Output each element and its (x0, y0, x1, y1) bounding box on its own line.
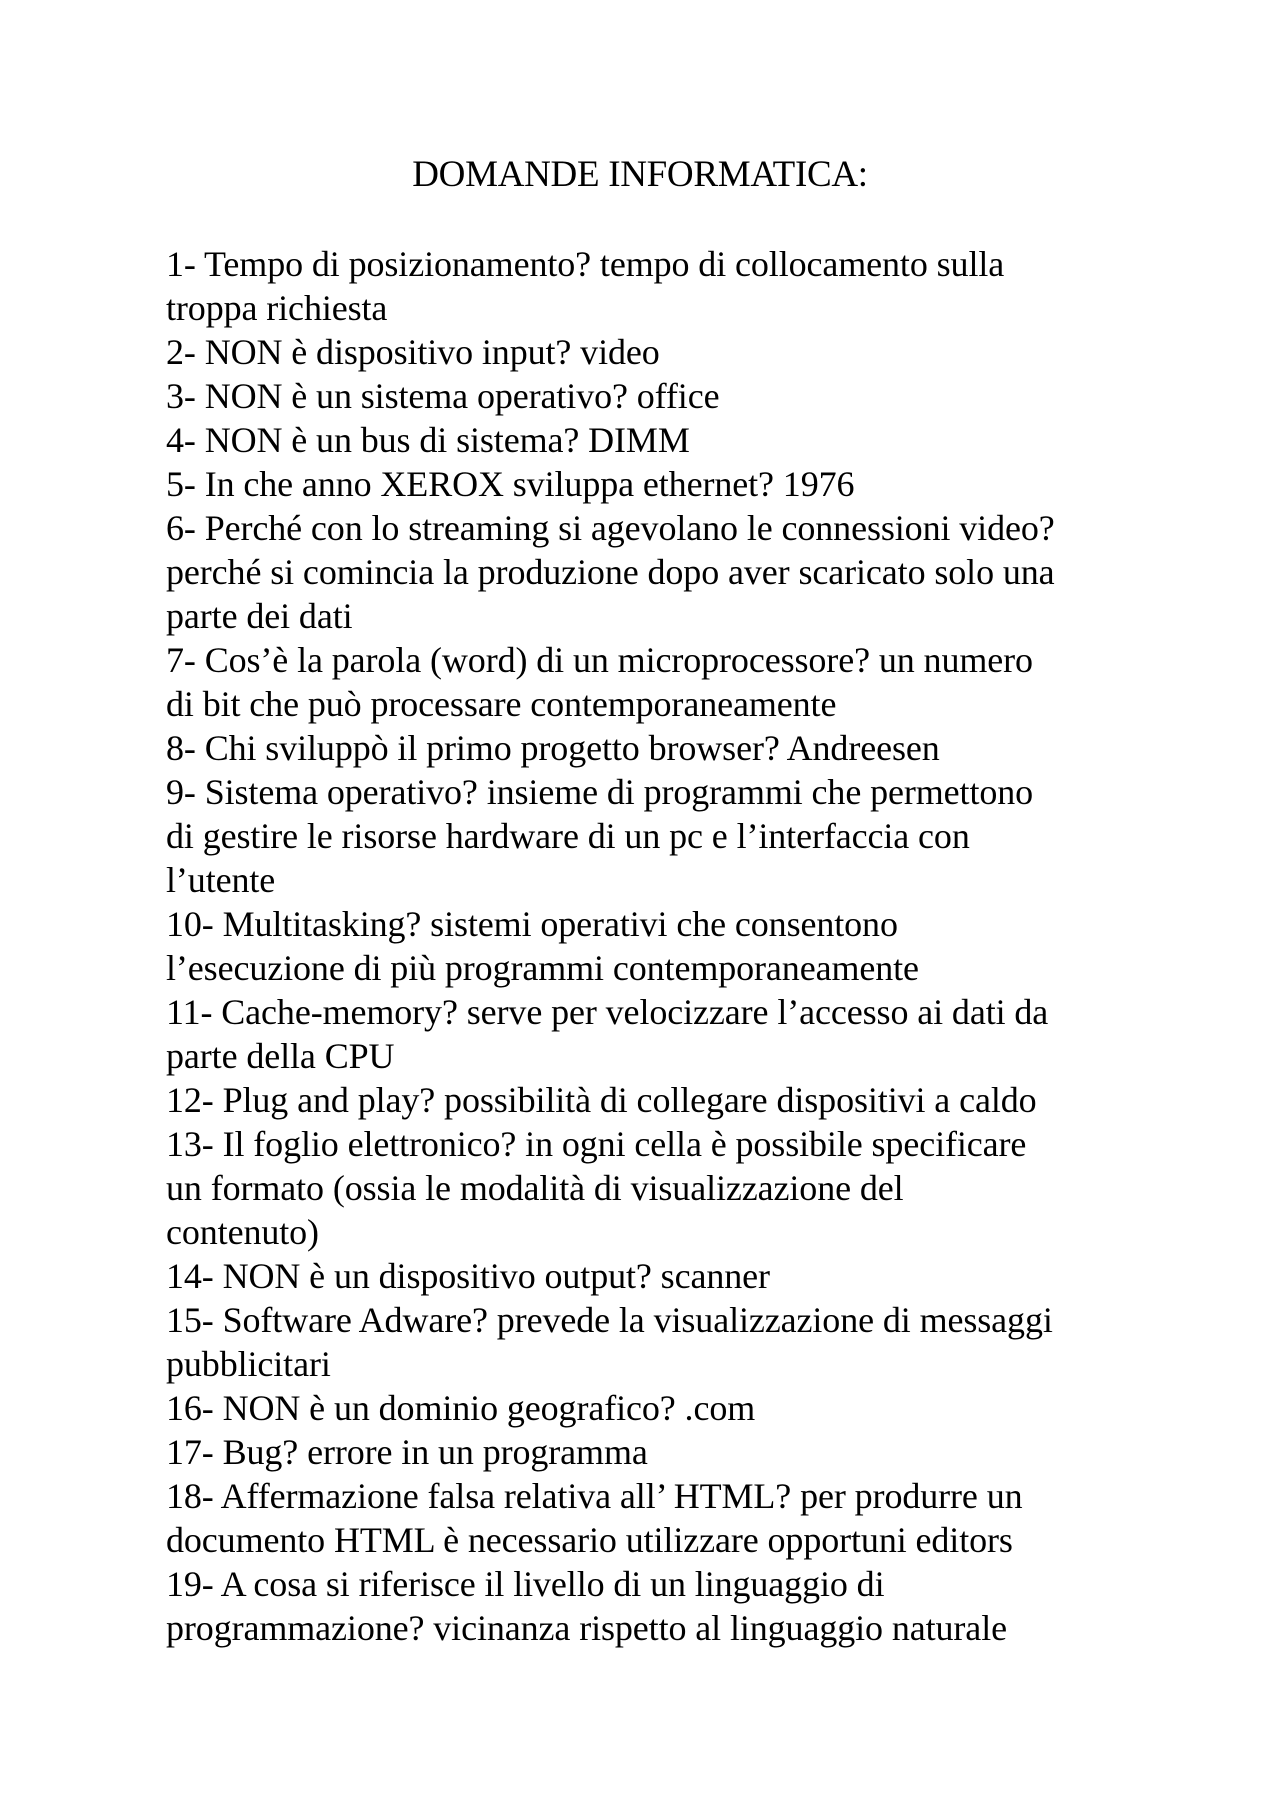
text-line: 4- NON è un bus di sistema? DIMM (166, 420, 690, 460)
text-line: 10- Multitasking? sistemi operativi che consentono (166, 904, 898, 944)
text-line: 6- Perché con lo streaming si agevolano le connessioni video? (166, 508, 1055, 548)
text-line: 13- Il foglio elettronico? in ogni cella è possibile specificare (166, 1124, 1027, 1164)
document-body (166, 242, 1126, 1650)
text-line: perché si comincia la produzione dopo aver scaricato solo una (166, 552, 1055, 592)
text-line: 8- Chi sviluppò il primo progetto browser? Andreesen (166, 728, 940, 768)
text-line: troppa richiesta (166, 288, 388, 328)
text-line: parte della CPU (166, 1036, 395, 1076)
text-line: 17- Bug? errore in un programma (166, 1432, 648, 1472)
document-title: DOMANDE INFORMATICA: (412, 154, 868, 195)
text-line: l’esecuzione di più programmi contemporaneamente (166, 948, 919, 988)
text-line: 16- NON è un dominio geografico? .com (166, 1388, 756, 1428)
text-line: documento HTML è necessario utilizzare opportuni editors (166, 1520, 1013, 1560)
text-line: pubblicitari (166, 1344, 331, 1384)
text-line: 12- Plug and play? possibilità di collegare dispositivi a caldo (166, 1080, 1037, 1120)
text-line: 5- In che anno XEROX sviluppa ethernet? 1976 (166, 464, 855, 504)
text-line: di gestire le risorse hardware di un pc e l’interfaccia con (166, 816, 970, 856)
text-line: un formato (ossia le modalità di visualizzazione del (166, 1168, 904, 1208)
text-line: 1- Tempo di posizionamento? tempo di collocamento sulla (166, 244, 1005, 284)
text-line: 15- Software Adware? prevede la visualizzazione di messaggi (166, 1300, 1053, 1340)
text-line: 11- Cache-memory? serve per velocizzare l’accesso ai dati da (166, 992, 1049, 1032)
text-line: 18- Affermazione falsa relativa all’ HTML? per produrre un (166, 1476, 1023, 1516)
text-line: contenuto) (166, 1212, 319, 1252)
text-line: programmazione? vicinanza rispetto al linguaggio naturale (166, 1608, 1007, 1648)
text-line: 19- A cosa si riferisce il livello di un linguaggio di (166, 1564, 885, 1604)
text-line: 9- Sistema operativo? insieme di programmi che permettono (166, 772, 1034, 812)
text-line: l’utente (166, 860, 276, 900)
text-line: parte dei dati (166, 596, 353, 636)
text-line: di bit che può processare contemporaneamente (166, 684, 837, 724)
text-line: 14- NON è un dispositivo output? scanner (166, 1256, 770, 1296)
text-line: 2- NON è dispositivo input? video (166, 332, 660, 372)
text-line: 7- Cos’è la parola (word) di un microprocessore? un numero (166, 640, 1033, 680)
text-line: 3- NON è un sistema operativo? office (166, 376, 720, 416)
